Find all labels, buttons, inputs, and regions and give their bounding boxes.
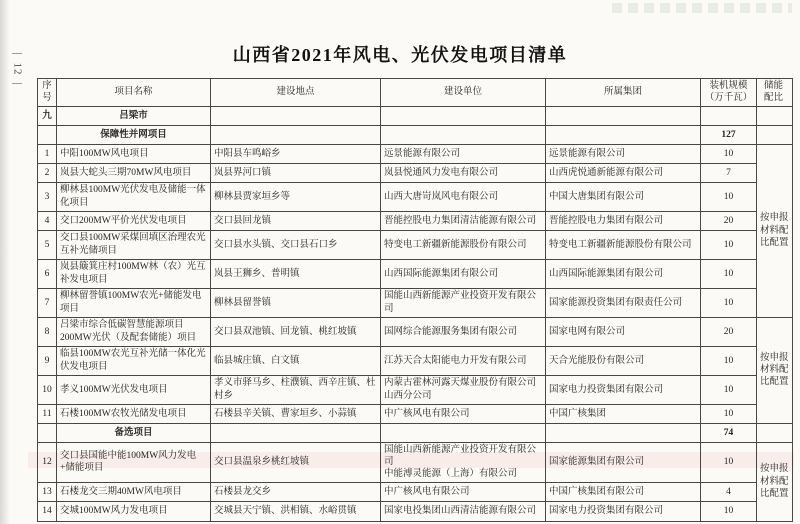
cell-builder: 中广核风电有限公司 [381,404,546,423]
cell-seq [38,125,57,144]
cell-builder: 中广核风电有限公司 [381,482,546,501]
cell-seq: 九 [38,106,57,125]
cell-builder: 岚县悦通风力发电有限公司 [381,163,546,182]
table-row [38,163,793,182]
cell-location: 石楼县辛关镇、曹家垣乡、小蒜镇 [211,404,381,423]
cell-builder: 山西国际能源集团有限公司 [381,259,546,288]
cell-capacity: 10 [701,182,757,211]
cell-location: 中阳县车鸣峪乡 [211,144,381,163]
cell-group: 山西国际能源集团有限公司 [546,259,701,288]
cell-builder: 国家电投集团山西清洁能源有限公司 [381,501,546,521]
cell-group: 山西虎悦通新能源有限公司 [546,163,701,182]
cell-project-name: 孝义100MW光伏发电项目 [57,375,211,404]
cell-builder: 特变电工新疆新能源股份有限公司 [381,230,546,259]
table-row [38,482,793,501]
header-capacity: 装机规模（万千瓦） [701,79,757,107]
header-storage [757,79,793,107]
cell-seq: 6 [38,259,57,288]
storage-note-text: 按申报材料配比配置 [760,213,789,248]
cell-location: 交口县温泉乡桃红坡镇 [211,442,381,482]
cell-project-name: 交口县100MW采煤回填区治理农光互补光储项目 [57,230,211,259]
cell-project-name: 交口200MW平价光伏发电项目 [57,211,211,230]
cell-location: 柳林县贾家垣乡等 [211,182,381,211]
cell-location [211,423,381,442]
cell-project-name: 石楼100MW农牧光储发电项目 [57,404,211,423]
cell-capacity-total: 127 [701,125,757,144]
cell-project-name: 岚县大蛇头三期70MW风电项目 [57,163,211,182]
table-row [38,230,793,259]
cell-location: 柳林县留誉镇 [211,288,381,317]
cell-project-name: 岚县簸箕庄村100MW林（农）光互补发电项目 [57,259,211,288]
cell-capacity: 10 [701,144,757,163]
cell-project-name: 中阳100MW风电项目 [57,144,211,163]
cell-builder: 内蒙古霍林河露天煤业股份有限公司山西分公司 [381,375,546,404]
cell-project-name: 交口县国能中能100MW风力发电+储能项目 [57,442,211,482]
table-row-section [38,125,793,144]
cell-group: 晋能控股电力集团有限公司 [546,211,701,230]
cell-group: 国家能源投资集团有限责任公司 [546,288,701,317]
cell-builder: 山西大唐岢岚风电有限公司 [381,182,546,211]
cell-builder: 远景能源有限公司 [381,144,546,163]
cell-capacity: 10 [701,230,757,259]
header-builder: 建设单位 [381,79,546,107]
cell-group [546,125,701,144]
cell-capacity-total: 74 [701,423,757,442]
cell-capacity: 7 [701,163,757,182]
cell-project-name: 石楼龙交三期40MW风电项目 [57,482,211,501]
cell-capacity: 10 [701,288,757,317]
cell-location [211,106,381,125]
cell-project-name: 吕梁市综合低碳智慧能源项目200MW光伏（及配套储能）项目 [57,317,211,346]
table-row [38,346,793,375]
cell-project-name: 柳林留誉镇100MW农光+储能发电项目 [57,288,211,317]
cell-project-name: 交城100MW风力发电项目 [57,501,211,521]
cell-seq: 7 [38,288,57,317]
page-number: 12 [11,62,23,76]
cell-location: 岚县王狮乡、普明镇 [211,259,381,288]
cell-capacity: 10 [701,375,757,404]
cell-seq: 14 [38,501,57,521]
cell-seq: 8 [38,317,57,346]
cell-storage-note [757,442,793,521]
cell-project-name: 柳林县100MW光伏发电及储能一体化项目 [57,182,211,211]
builder-line-1: 国能山西新能源产业投资开发有限公司 [384,444,537,468]
cell-storage-note [757,144,793,317]
cell-capacity [701,106,757,125]
cell-location: 岚县界河口镇 [211,163,381,182]
cell-builder: 晋能控股电力集团清洁能源有限公司 [381,211,546,230]
table-header-row [38,79,793,107]
table-row [38,501,793,521]
table-row-section [38,423,793,442]
cell-builder: 国能山西新能源产业投资开发有限公司 [381,288,546,317]
cell-seq: 3 [38,182,57,211]
cell-section-name: 保障性并网项目 [57,125,211,144]
cell-location: 石楼县龙交乡 [211,482,381,501]
cell-group [546,423,701,442]
storage-note-text: 按申报材料配比配置 [760,464,789,499]
cell-seq [38,423,57,442]
cell-city-name: 吕梁市 [57,106,211,125]
cell-builder [381,423,546,442]
cell-group: 中国广核集团 [546,404,701,423]
cell-location: 孝义市驿马乡、柱濮镇、西辛庄镇、杜村乡 [211,375,381,404]
cell-group: 中国广核集团有限公司 [546,482,701,501]
cell-capacity: 10 [701,442,757,482]
cell-group: 国家电力投资集团有限公司 [546,375,701,404]
cell-seq: 1 [38,144,57,163]
cell-builder [381,125,546,144]
page-number-dash-bottom: — [12,78,22,89]
page-number-dash-top: — [12,48,22,59]
cell-seq: 9 [38,346,57,375]
cell-location: 交口县双池镇、回龙镇、桃红坡镇 [211,317,381,346]
cell-storage [757,423,793,442]
cell-seq: 4 [38,211,57,230]
cell-group: 国家电网有限公司 [546,317,701,346]
cell-project-name: 临县100MW农光互补光储一体化光伏发电项目 [57,346,211,375]
cell-group [546,106,701,125]
projects-table [37,78,793,522]
storage-note-text: 按申报材料配比配置 [760,352,789,388]
cell-seq: 2 [38,163,57,182]
cell-location [211,125,381,144]
table-row [38,259,793,288]
cell-capacity: 10 [701,346,757,375]
cell-location: 临县城庄镇、白文镇 [211,346,381,375]
cell-group: 国家能源集团有限公司 [546,442,701,482]
header-location: 建设地点 [211,79,381,107]
cell-location: 交城县天宁镇、洪相镇、水峪贯镇 [211,501,381,521]
cell-group: 中国大唐集团有限公司 [546,182,701,211]
table-row [38,442,793,482]
header-storage-label: 储能配比 [764,81,784,104]
scan-artifact-green-marks [612,3,792,13]
cell-builder: 国网综合能源服务集团有限公司 [381,317,546,346]
cell-storage [757,106,793,125]
header-seq: 序号 [38,79,57,107]
cell-capacity: 4 [701,482,757,501]
cell-builder: 江苏天合太阳能电力开发有限公司 [381,346,546,375]
table-row-city [38,106,793,125]
cell-seq: 11 [38,404,57,423]
cell-seq: 10 [38,375,57,404]
cell-group: 天合光能股份有限公司 [546,346,701,375]
table-row [38,288,793,317]
builder-line-2: 中能溥灵能源（上海）有限公司 [384,469,518,480]
cell-group: 国家电力投资集团有限公司 [546,501,701,521]
header-project-name: 项目名称 [57,79,211,107]
cell-storage [757,125,793,144]
cell-capacity: 20 [701,211,757,230]
cell-group: 远景能源有限公司 [546,144,701,163]
cell-location: 交口县回龙镇 [211,211,381,230]
cell-capacity: 10 [701,501,757,521]
cell-capacity: 20 [701,317,757,346]
table-row [38,211,793,230]
cell-capacity: 10 [701,259,757,288]
table-row [38,375,793,404]
cell-storage-note [757,317,793,423]
table-row [38,144,793,163]
cell-builder [381,106,546,125]
table-row [38,317,793,346]
cell-location: 交口县水头镇、交口县石口乡 [211,230,381,259]
cell-seq: 12 [38,442,57,482]
header-group: 所属集团 [546,79,701,107]
document-title: 山西省2021年风电、光伏发电项目清单 [232,45,568,65]
cell-section-name: 备选项目 [57,423,211,442]
cell-capacity: 10 [701,404,757,423]
table-row [38,182,793,211]
cell-seq: 5 [38,230,57,259]
cell-seq: 13 [38,482,57,501]
cell-builder [381,442,546,482]
cell-group: 特变电工新疆新能源股份有限公司 [546,230,701,259]
table-row [38,404,793,423]
